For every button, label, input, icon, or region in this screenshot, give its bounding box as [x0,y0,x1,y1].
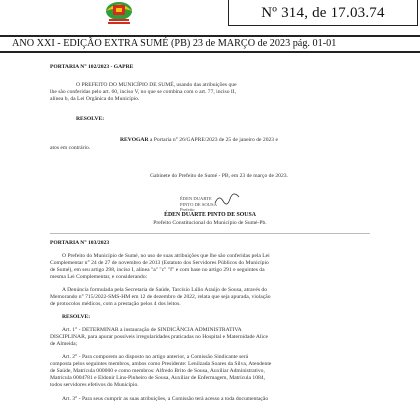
doc1-preamble-line: O PREFEITO DO MUNICÍPIO DE SUMÉ, usando das atribuições que [76,82,237,88]
doc2-para-line: O Prefeito do Município de Sumé, no uso de suas atribuições que lhe são conferidas pela Lei [62,253,270,259]
doc2-art3-line: Art. 3° - Para seus cumprir as suas atribuições, a Comissão terá acesso a toda documentação [62,396,269,402]
doc1-signer-name: ÉDEN DUARTE PINTO DE SOUSA [164,212,256,218]
municipal-coat-of-arms [96,0,142,26]
doc1-revogar-word: REVOGAR [120,137,149,143]
doc1-revogar-line2: atos em contrário. [50,145,91,151]
doc2-art2-line: composta pelos seguintes membros, ambos como Presidente: Lenilzada Soares da Silva, Atendente [50,361,272,367]
doc2-art2-line: todos servidores efetivos do Município. [50,382,139,388]
doc2-para-line: Memorando n° 715/2022-SMS-HM em 12 de dezembro de 2022, relata que seja apurada, violação [50,294,271,300]
doc2-para-line: de protocolos médicos, com a prestação pelos 4 dos leitos. [50,301,181,307]
doc2-art1-line: de Almeida; [50,341,78,347]
section-divider [50,233,370,234]
stamp-line: PINTO DE SOUSA [180,201,217,207]
signature-stamp [180,196,217,213]
doc2-art1-line: DISCIPLINAR, para apurar possíveis irregularidades praticadas no Hospital e Maternidade Alice [50,334,268,340]
law-reference-box: Nº 314, de 17.03.74 [228,0,418,26]
doc1-resolve: RESOLVE: [76,116,105,122]
doc2-title: PORTARIA N° 103/2023 [50,240,110,246]
doc1-revogar-line [120,137,278,144]
doc2-para-line: A Denúncia formulada pela Secretaria de Saúde, Tarcísio Lúlio Araújo de Sousa, através do [62,287,268,293]
doc2-art2-line: de Saúde, Matrícula 000000 e como membros: Alfredo Brito de Sousa, Auxiliar Administrativo, [50,368,265,374]
doc1-preamble-line: lhe são conferidas pelo art. 60, inciso V, no que se combina com o art. 77, inciso II, [50,89,237,95]
doc2-para-line: de Sumé), em seu artigo 298, inciso I, alínea "a" "c" "f" e com base no artigo 291 e seguintes da [50,267,265,273]
handwritten-signature [214,193,240,207]
edition-bar: ANO XXI - EDIÇÃO EXTRA SUMÉ (PB) 23 de MARÇO de 2023 pág. 01-01 [0,35,420,53]
doc2-art2-line: Matrícula 0004781 e Eldonir Lins-Pinheiro de Sousa, Auxiliar de Enfermagem, Matrícula 1084, [50,375,265,381]
doc1-title: PORTARIA N° 102/2023 - GAPRE [50,64,134,70]
doc2-para-line: mesma Lei Complementar, e considerando: [50,274,148,280]
doc2-para-line: Complementar n° 24 de 27 de novembro de 2013 (Estatuto dos Servidores Públicos do Município [50,260,269,266]
doc1-preamble-line: alínea b, da Lei Orgânica do Município. [50,96,140,102]
doc1-revogar-text: a Portaria n° 26/GAPRE/2023 de 25 de janeiro de 2023 e [149,137,278,143]
gazette-header [0,0,420,28]
doc2-art2-line: Art. 2° - Para comporem ao disposto no artigo anterior, a Comissão Sindicante será [62,354,249,360]
stamp-line: ÉDEN DUARTE [180,196,212,201]
doc2-resolve: RESOLVE: [62,314,91,320]
doc1-signer-role: Prefeito Constitucional do Município de Sumé-Pb. [153,220,267,226]
stamp-line: Prefeito [180,207,195,213]
doc1-place-date: Gabinete do Prefeito de Sumé - PB, em 23 de março de 2023. [150,173,288,179]
doc2-art1-line: Art. 1° - DETERMINAR a instauração de SINDICÂNCIA ADMINISTRATIVA [62,327,242,333]
